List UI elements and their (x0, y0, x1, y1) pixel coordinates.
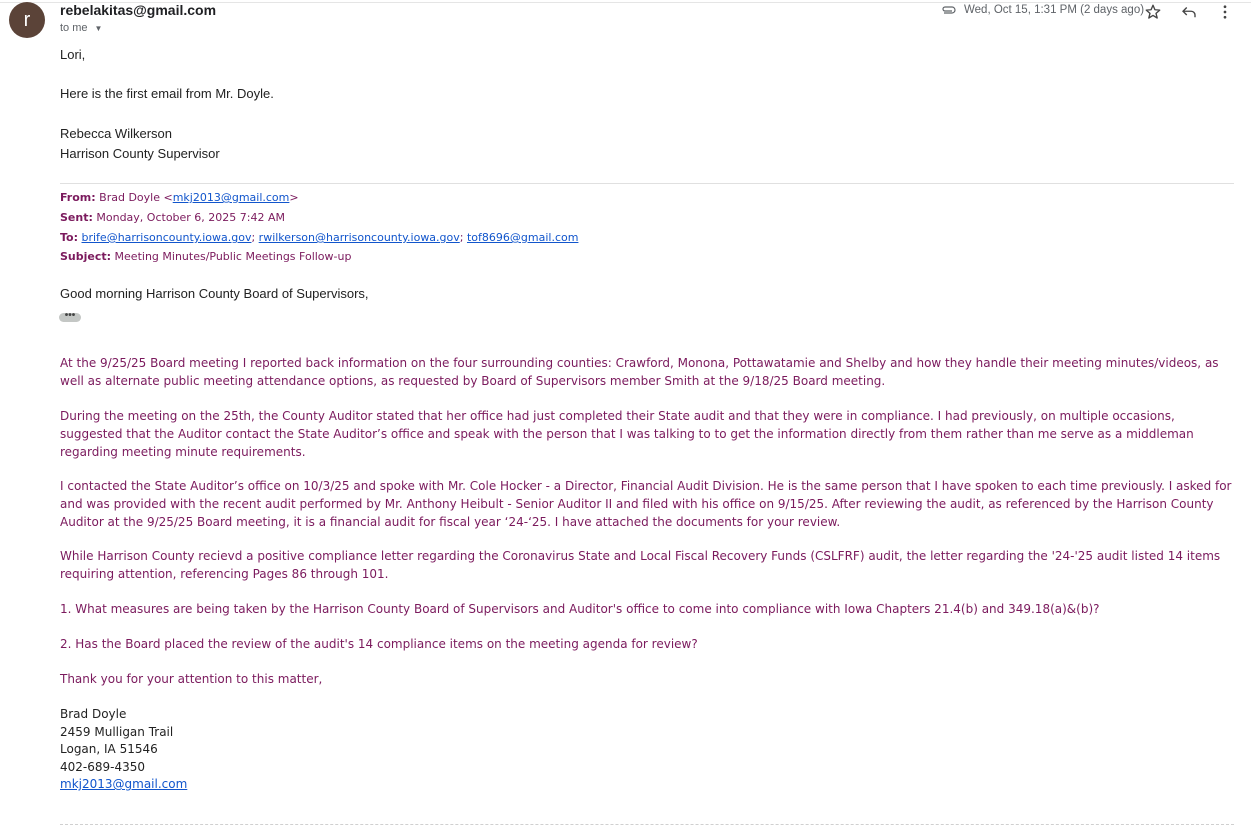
intro-signature-title: Harrison County Supervisor (60, 146, 220, 161)
intro-line: Here is the first email from Mr. Doyle. (60, 86, 274, 101)
forward-sent: Sent: Monday, October 6, 2025 7:42 AM (60, 211, 286, 224)
signature-phone: 402-689-4350 (60, 760, 146, 774)
question-2: 2. Has the Board placed the review of the audit's 14 compliance items on the meeting agenda for review? (60, 637, 698, 651)
to-email-link-1[interactable]: brife@harrisoncounty.iowa.gov (81, 231, 252, 244)
signature-email-link[interactable]: mkj2013@gmail.com (60, 777, 188, 791)
paragraph-4: While Harrison County recievd a positive compliance letter regarding the Coronavirus State and Local Fiscal Recovery Funds (CSLFRF) audit, the letter regarding the '24-'25 audit listed 14 items requiring attention, referencing Pages 86 through 101. (60, 549, 1221, 581)
star-icon (1144, 3, 1162, 21)
reply-icon (1180, 3, 1198, 21)
bottom-divider (60, 824, 1234, 825)
attachment-icon (941, 3, 957, 15)
recipient-details-toggle[interactable] (60, 22, 102, 34)
from-email-link[interactable]: mkj2013@gmail.com (172, 191, 290, 204)
signature-name: Brad Doyle (60, 707, 127, 721)
to-email-link-2[interactable]: rwilkerson@harrisoncounty.iowa.gov (258, 231, 460, 244)
to-email-link-3[interactable]: tof8696@gmail.com (466, 231, 579, 244)
thanks-line: Thank you for your attention to this matter, (60, 672, 323, 686)
signature-address-2: Logan, IA 51546 (60, 742, 158, 756)
message-date: Wed, Oct 15, 1:31 PM (2 days ago) (964, 4, 1145, 16)
forward-to: To: brife@harrisoncounty.iowa.gov; rwilkerson@harrisoncounty.iowa.gov; tof8696@gmail.com (60, 231, 579, 244)
show-trimmed-content-button[interactable]: ••• (59, 313, 81, 322)
avatar-letter: r (23, 8, 31, 31)
more-vert-icon (1216, 3, 1234, 21)
star-button[interactable] (1143, 2, 1163, 22)
sender-avatar[interactable] (9, 2, 45, 38)
sender-email[interactable]: rebelakitas@gmail.com (60, 2, 217, 18)
paragraph-3: I contacted the State Auditor’s office on 10/3/25 and spoke with Mr. Cole Hocker - a Director, Financial Audit Division. He is the same person that I have spoken to each time previously. I asked for and was provided with the recent audit performed by Mr. Anthony Heibult - Senior Auditor II and filed with his office on 9/15/25. After reviewing the audit, as referenced by the Harrison County Auditor at the 9/25/25 Board meeting, it is a financial audit for fiscal year ‘24-‘25. I have attached the documents for your review. (60, 479, 1232, 529)
message-greeting: Good morning Harrison County Board of Supervisors, (60, 286, 369, 301)
intro-signature-name: Rebecca Wilkerson (60, 126, 172, 141)
reply-button[interactable] (1179, 2, 1199, 22)
to-me-label: to me (60, 22, 88, 34)
question-1: 1. What measures are being taken by the Harrison County Board of Supervisors and Auditor's office to come into compliance with Iowa Chapters 21.4(b) and 349.18(a)&(b)? (60, 602, 1100, 616)
signature-address-1: 2459 Mulligan Trail (60, 725, 174, 739)
forward-divider (60, 183, 1234, 184)
paragraph-2: During the meeting on the 25th, the County Auditor stated that her office had just completed their State audit and that they were in compliance. I had previously, on multiple occasions, suggested that the Auditor contact the State Auditor’s office and speak with the person that I was talking to to get the information directly from them rather than me serve as a middleman regarding meeting minute requirements. (60, 409, 1194, 459)
paragraph-1: At the 9/25/25 Board meeting I reported back information on the four surrounding counties: Crawford, Monona, Pottawatamie and Shelby and how they handle their meeting minutes/videos, as well as alternate public meeting attendance options, as requested by Board of Supervisors member Smith at the 9/18/25 Board meeting. (60, 356, 1219, 388)
intro-greeting: Lori, (60, 47, 86, 62)
chevron-down-icon: ▼ (94, 23, 103, 33)
more-options-button[interactable] (1215, 2, 1235, 22)
forward-subject: Subject: Meeting Minutes/Public Meetings Follow-up (60, 250, 352, 263)
signature-email-container (60, 775, 1235, 793)
forward-from: From: Brad Doyle <mkj2013@gmail.com> (60, 191, 299, 204)
